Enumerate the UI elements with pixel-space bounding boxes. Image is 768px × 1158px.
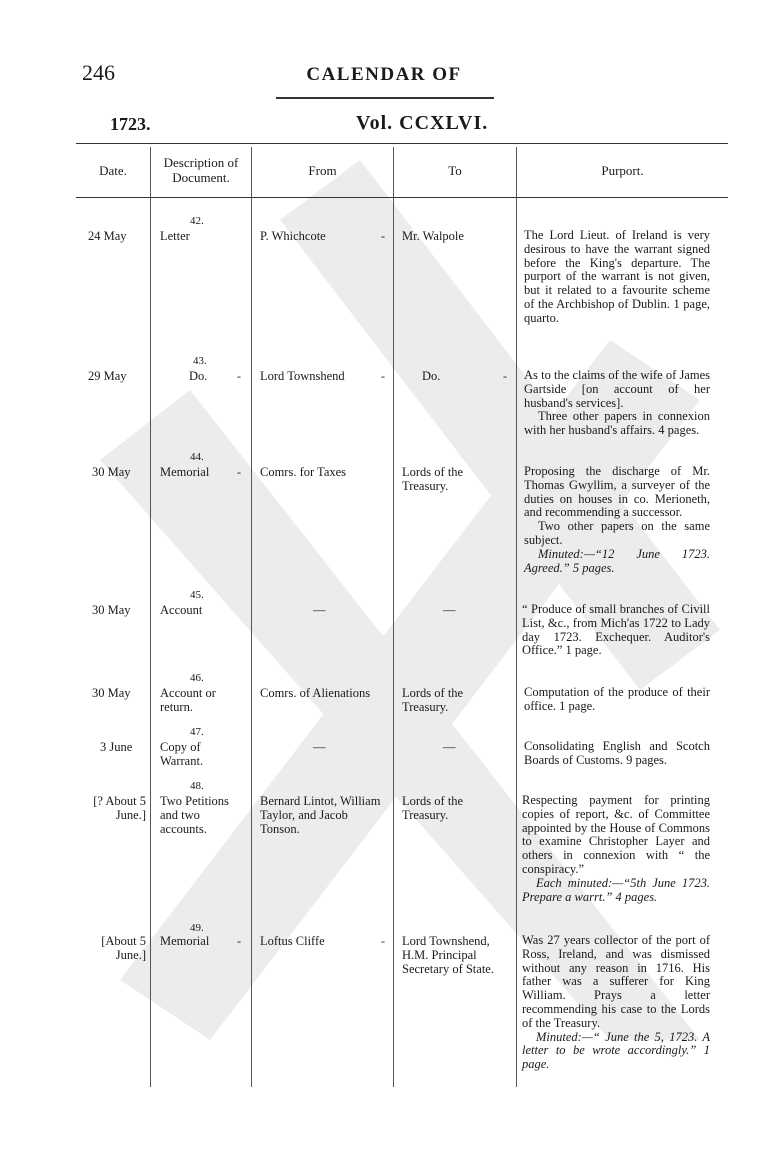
- table-top-rule: [76, 143, 728, 144]
- purport-paragraph: Three other papers in connexion with her husband's affairs. 4 pages.: [524, 409, 710, 438]
- page-number: 246: [82, 60, 115, 85]
- entry-description: Memorial: [160, 465, 210, 479]
- entry-to: Lord Townshend, H.M. Principal Secretary of State.: [402, 934, 494, 976]
- entry-to: —: [443, 740, 456, 754]
- entry-description: Letter: [160, 229, 190, 243]
- leader-dash: -: [381, 229, 385, 243]
- purport-minute: Minuted:—“ June the 5, 1723. A letter to be wrote accordingly.” 1 page.: [522, 1029, 710, 1072]
- entry-to: Lords of the Treasury.: [402, 686, 464, 714]
- entry-description: Two Petitions and two accounts.: [160, 794, 229, 836]
- entry-number: 46.: [190, 672, 204, 684]
- entry-purport: [522, 934, 710, 1072]
- leader-dash: -: [503, 369, 507, 383]
- entry-number: 44.: [190, 451, 204, 463]
- entry-from: —: [313, 603, 326, 617]
- leader-dash: -: [237, 369, 241, 383]
- entry-purport: [524, 686, 710, 714]
- column-header-description: Description of Document.: [163, 155, 239, 185]
- entry-purport: [522, 794, 710, 904]
- entry-number: 47.: [190, 726, 204, 738]
- entry-from: Comrs. for Taxes: [260, 465, 347, 479]
- entry-date: 30 May: [92, 686, 131, 700]
- purport-minute: Minuted:—“12 June 1723. Agreed.” 5 pages.: [524, 546, 710, 575]
- entry-from: P. Whichcote: [260, 229, 326, 243]
- entry-number: 48.: [190, 780, 204, 792]
- entry-description: Do.: [189, 369, 208, 383]
- entry-date: 30 May: [92, 603, 131, 617]
- entry-number: 49.: [190, 922, 204, 934]
- entry-number: 45.: [190, 589, 204, 601]
- leader-dash: -: [381, 369, 385, 383]
- purport-paragraph: As to the claims of the wife of James Gartside [on account of her husband's services].: [524, 368, 710, 410]
- purport-paragraph: Computation of the produce of their office. 1 page.: [524, 685, 710, 713]
- column-divider: [516, 147, 517, 1087]
- running-title: CALENDAR OF: [306, 64, 462, 85]
- leader-dash: -: [237, 465, 241, 479]
- entry-description: Copy of Warrant.: [160, 740, 204, 768]
- year-heading: 1723.: [110, 114, 151, 134]
- entry-date: 24 May: [88, 229, 127, 243]
- entry-date: 30 May: [92, 465, 131, 479]
- entry-purport: [524, 229, 710, 326]
- column-divider: [251, 147, 252, 1087]
- entry-description: Account: [160, 603, 203, 617]
- column-divider: [393, 147, 394, 1087]
- purport-paragraph: Respecting payment for printing copies of report, &c. of Committee appointed by the House of Commons to examine Christopher Layer and others in connexion with “ the conspiracy.”: [522, 793, 710, 876]
- entry-purport: [522, 603, 710, 658]
- entry-to: Lords of the Treasury.: [402, 794, 464, 822]
- entry-purport: [524, 465, 710, 575]
- column-header-to: To: [448, 163, 462, 178]
- purport-paragraph: Proposing the discharge of Mr. Thomas Gwyllim, a surveyer of the duties on houses in co. Merioneth, and recommending a successor.: [524, 464, 710, 520]
- entry-description: Account or return.: [160, 686, 216, 714]
- entry-to: Mr. Walpole: [402, 229, 464, 243]
- purport-paragraph: Two other papers on the same subject.: [524, 519, 710, 547]
- leader-dash: -: [381, 934, 385, 948]
- purport-paragraph: The Lord Lieut. of Ireland is very desirous to have the warrant signed before the King's departure. The purport of the warrant is not given, but it related to a favourite scheme of the Archbishop of Dublin. 1 page, quarto.: [524, 228, 710, 325]
- entry-purport: [524, 740, 710, 768]
- purport-paragraph: Was 27 years collector of the port of Ross, Ireland, and was dismissed without any reason in 1716. His father was a sufferer for King William. Prays a letter recommending his case to the Lords of the Treasury.: [522, 933, 710, 1030]
- entry-from: Lord Townshend: [260, 369, 345, 383]
- entry-from: Comrs. of Alienations: [260, 686, 371, 700]
- entry-from: Bernard Lintot, William Taylor, and Jacob Tonson.: [260, 794, 381, 836]
- column-divider: [150, 147, 151, 1087]
- volume-heading: Vol. CCXLVI.: [356, 112, 489, 134]
- entry-to: Lords of the Treasury.: [402, 465, 464, 493]
- entry-date: [? About 5 June.]: [93, 794, 146, 822]
- entry-description: Memorial: [160, 934, 210, 948]
- column-header-purport: Purport.: [601, 163, 644, 178]
- entry-from: —: [313, 740, 326, 754]
- entry-from: Loftus Cliffe: [260, 934, 325, 948]
- table-header-rule: [76, 197, 728, 198]
- entry-purport: [524, 369, 710, 438]
- header-rule: [276, 97, 494, 99]
- column-header-date: Date.: [99, 163, 127, 178]
- purport-paragraph: “ Produce of small branches of Civill List, &c., from Mich'as 1722 to Lady day 1723. Exchequer. Auditor's Office.” 1 page.: [522, 602, 710, 658]
- entry-number: 42.: [190, 215, 204, 227]
- entry-to: Do.: [422, 369, 441, 383]
- entry-to: —: [443, 603, 456, 617]
- entry-date: 29 May: [88, 369, 127, 383]
- purport-minute: Each minuted:—“5th June 1723. Prepare a warrt.” 4 pages.: [522, 875, 710, 904]
- entry-number: 43.: [193, 355, 207, 367]
- column-header-from: From: [308, 163, 337, 178]
- purport-paragraph: Consolidating English and Scotch Boards of Customs. 9 pages.: [524, 739, 710, 767]
- leader-dash: -: [237, 934, 241, 948]
- entry-date: 3 June: [100, 740, 133, 754]
- entry-date: [About 5 June.]: [101, 934, 146, 962]
